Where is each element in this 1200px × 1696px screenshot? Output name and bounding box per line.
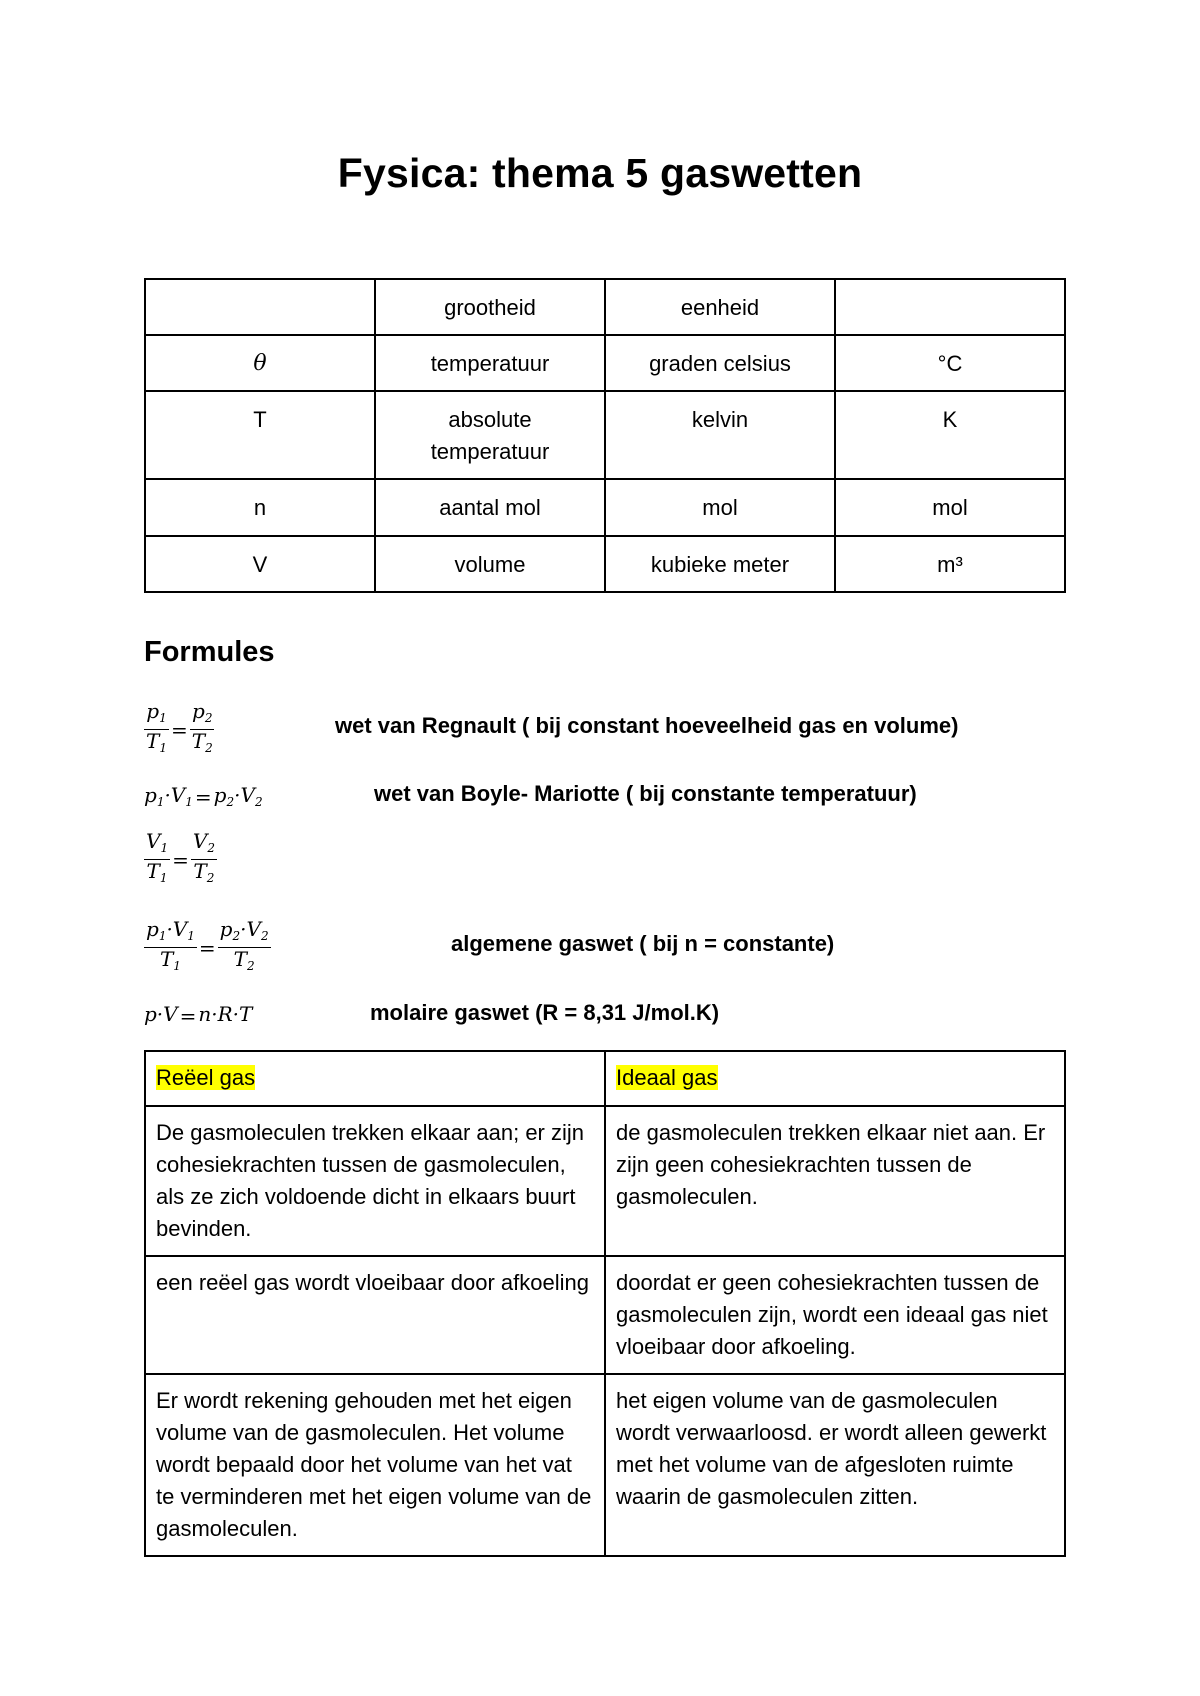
- header-cell: [605, 1051, 1065, 1106]
- page-title: Fysica: thema 5 gaswetten: [337, 150, 863, 196]
- unit-name-cell: kubieke meter: [605, 536, 835, 592]
- formula-ideal-gas-law: p·V = n·R·T: [144, 1002, 253, 1028]
- quantity-cell: aantal mol: [375, 479, 605, 536]
- unit-cell: °C: [835, 335, 1065, 391]
- highlighted-header: Ideaal gas: [616, 1065, 718, 1090]
- formula-description: molaire gaswet (R = 8,31 J/mol.K): [370, 1000, 720, 1025]
- ideal-gas-cell: het eigen volume van de gasmoleculen wordt verwaarloosd. er wordt alleen gewerkt met het volume van de afgesloten ruimte waarin de gasmoleculen zitten.: [605, 1374, 1065, 1556]
- unit-cell: K: [835, 391, 1065, 479]
- formulas-heading: Formules: [144, 636, 275, 668]
- unit-cell: mol: [835, 479, 1065, 536]
- ideal-gas-cell: doordat er geen cohesiekrachten tussen de gasmoleculen zijn, wordt een ideaal gas niet vloeibaar door afkoeling.: [605, 1256, 1065, 1374]
- real-gas-cell: een reëel gas wordt vloeibaar door afkoeling: [145, 1256, 605, 1374]
- unit-name-cell: kelvin: [605, 391, 835, 479]
- formula-regnault: $\frac{p_1}{T_1}$ = $\frac{p_2}{T_2}$: [146, 699, 213, 755]
- unit-name-cell: graden celsius: [605, 335, 835, 391]
- formula-general-gas-law: $\frac{p_1\cdot V_1}{T_1}$ = $\frac{p_2\cdot V_2}{T_2}$: [146, 917, 269, 973]
- gas-comparison-table: [144, 1050, 1066, 1557]
- formula-description: wet van Regnault ( bij constant hoeveelheid gas en volume): [335, 713, 959, 738]
- quantity-cell: absolute temperatuur: [375, 391, 605, 479]
- table-row: [145, 335, 1065, 391]
- symbol-cell: T: [145, 391, 375, 479]
- quantity-cell: volume: [375, 536, 605, 592]
- formula-description: algemene gaswet ( bij n = constante): [451, 931, 835, 956]
- table-row: [145, 1256, 1065, 1374]
- table-row: [145, 391, 1065, 479]
- unit-cell: m³: [835, 536, 1065, 592]
- symbol-cell: V: [145, 536, 375, 592]
- real-gas-cell: De gasmoleculen trekken elkaar aan; er zijn cohesiekrachten tussen de gasmoleculen, als ze zich voldoende dicht in elkaars buurt bevinden.: [145, 1106, 605, 1256]
- header-cell: [145, 1051, 605, 1106]
- header-cell: [835, 279, 1065, 335]
- highlighted-header: Reëel gas: [156, 1065, 256, 1090]
- header-cell: eenheid: [605, 279, 835, 335]
- quantities-table: [144, 278, 1066, 593]
- formula-boyle-mariotte: $p_1\cdot V_1 = p_2\cdot V_2$: [144, 783, 263, 809]
- symbol-cell: θ: [145, 335, 375, 391]
- symbol-cell: n: [145, 479, 375, 536]
- table-header-row: [145, 1051, 1065, 1106]
- table-row: [145, 536, 1065, 592]
- table-row: [145, 1374, 1065, 1556]
- ideal-gas-cell: de gasmoleculen trekken elkaar niet aan. Er zijn geen cohesiekrachten tussen de gasmoleculen.: [605, 1106, 1065, 1256]
- formula-gay-lussac: $\frac{V_1}{T_1}$ = $\frac{V_2}{T_2}$: [146, 829, 215, 885]
- unit-name-cell: mol: [605, 479, 835, 536]
- header-cell: grootheid: [375, 279, 605, 335]
- quantity-cell: temperatuur: [375, 335, 605, 391]
- formula-description: wet van Boyle- Mariotte ( bij constante temperatuur): [374, 781, 917, 806]
- table-row: [145, 1106, 1065, 1256]
- header-cell: [145, 279, 375, 335]
- real-gas-cell: Er wordt rekening gehouden met het eigen volume van de gasmoleculen. Het volume wordt bepaald door het volume van het vat te verminderen met het eigen volume van de gasmoleculen.: [145, 1374, 605, 1556]
- table-header-row: [145, 279, 1065, 335]
- table-row: [145, 479, 1065, 536]
